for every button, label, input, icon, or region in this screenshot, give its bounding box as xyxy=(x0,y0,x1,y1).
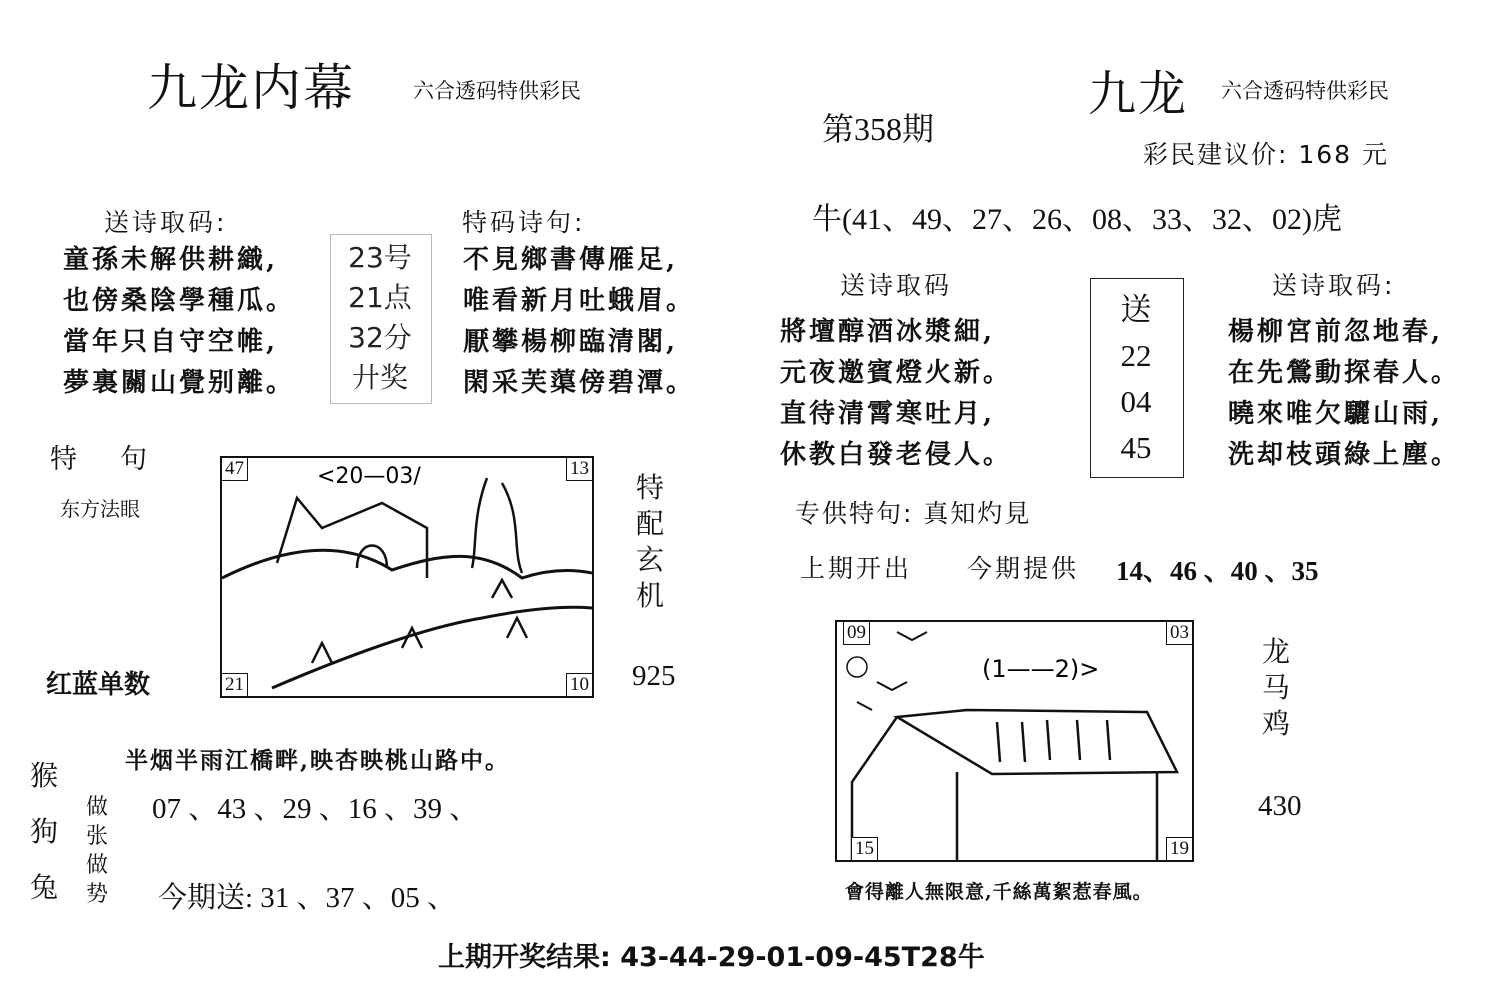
right-side-char: 鸡 xyxy=(1262,707,1291,740)
left-corner-bottom-right: 10 xyxy=(566,673,593,697)
te-ju-label: 特 句 xyxy=(50,444,155,475)
provide-label: 今期提供 xyxy=(967,554,1080,583)
last-issue-label: 上期开出 xyxy=(800,554,913,583)
draw-point: 21点 xyxy=(348,281,412,314)
right-corner-bottom-left: 15 xyxy=(851,837,878,861)
right-poem-right-line: 在先鶯動探春人。 xyxy=(1228,358,1461,388)
left-poem-line: 童孫未解供耕織, xyxy=(63,245,279,275)
left-side-number: 925 xyxy=(632,660,676,692)
send-number: 22 xyxy=(1120,338,1152,373)
left-poem-line: 當年只自守空帷, xyxy=(63,327,279,357)
right-corner-bottom-right: 19 xyxy=(1166,837,1193,861)
side-char: 玄 xyxy=(636,543,665,576)
pose-char: 做 xyxy=(86,795,109,820)
special-poem-line: 厭攀楊柳臨清閣, xyxy=(463,327,679,357)
side-char: 配 xyxy=(636,507,665,540)
right-sketch xyxy=(837,622,1192,860)
issue-number: 第358期 xyxy=(822,111,935,147)
pose-char: 张 xyxy=(86,824,109,849)
pose-char: 做 xyxy=(86,853,109,878)
special-phrase: 专供特句: 真知灼見 xyxy=(795,499,1032,528)
pose-char: 势 xyxy=(86,882,109,907)
special-poem-line: 閑采芙蕖傍碧潭。 xyxy=(463,368,696,398)
right-picture-frame xyxy=(835,620,1194,862)
left-poem xyxy=(63,240,295,404)
special-poem xyxy=(463,240,695,404)
left-send-label: 送诗取码: xyxy=(104,208,228,237)
special-poem-line: 唯看新月吐蛾眉。 xyxy=(463,286,696,316)
draw-prize: 廾奖 xyxy=(351,361,408,394)
left-poem-line: 夢裏關山覺别離。 xyxy=(63,368,296,398)
left-title: 九龙内幕 xyxy=(147,59,355,117)
left-subtitle: 六合透码特供彩民 xyxy=(413,79,581,103)
right-subtitle: 六合透码特供彩民 xyxy=(1221,79,1389,103)
special-poem-line: 不見鄉書傳雁足, xyxy=(463,245,679,275)
pose-vertical xyxy=(86,793,108,909)
right-side-number: 430 xyxy=(1258,790,1302,822)
special-poem-label: 特码诗句: xyxy=(462,208,586,237)
left-corner-bottom-left: 21 xyxy=(221,673,248,697)
send-char: 送 xyxy=(1120,292,1152,328)
right-side-vertical xyxy=(1262,634,1290,742)
right-side-char: 马 xyxy=(1262,671,1291,704)
last-result: 上期开奖结果: 43-44-29-01-09-45T28牛 xyxy=(438,942,985,973)
side-char: 特 xyxy=(636,471,665,504)
numbers-line: 07 、43 、29 、16 、39 、 xyxy=(152,793,479,825)
right-corner-top-right: 03 xyxy=(1166,621,1193,645)
left-picture-frame xyxy=(220,456,594,698)
right-corner-top-left: 09 xyxy=(843,621,870,645)
left-verse: 半烟半雨江橋畔,映杏映桃山路中。 xyxy=(125,747,511,774)
zodiac-char: 猴 xyxy=(30,759,59,792)
right-poem-right-line: 洗却枝頭綠上塵。 xyxy=(1228,440,1461,470)
this-issue-send: 今期送: 31 、37 、05 、 xyxy=(158,882,457,914)
left-sketch xyxy=(222,458,592,696)
right-poem-right-line: 楊柳宮前忽地春, xyxy=(1228,317,1444,347)
right-poem-right-line: 曉來唯欠驪山雨, xyxy=(1228,399,1444,429)
right-title: 九龙 xyxy=(1088,66,1189,122)
left-sketch-text: <20—03/ xyxy=(317,464,421,489)
side-char: 机 xyxy=(636,579,665,612)
te-ju-value: 东方法眼 xyxy=(60,497,140,521)
send-number: 04 xyxy=(1120,384,1152,419)
ox-tiger-numbers: 牛(41、49、27、26、08、33、32、02)虎 xyxy=(812,203,1342,236)
left-corner-top-left: 47 xyxy=(221,457,248,481)
right-poem-left-line: 休教白發老侵人。 xyxy=(780,440,1013,470)
right-poem-left xyxy=(780,312,1012,476)
right-poem-left-line: 直待清霄寒吐月, xyxy=(780,399,996,429)
right-poem-left-line: 將壇醇酒冰漿細, xyxy=(780,317,996,347)
right-send-label-left: 送诗取码 xyxy=(840,271,953,300)
left-poem-line: 也傍桑陰學種瓜。 xyxy=(63,286,296,316)
price: 彩民建议价: 168 元 xyxy=(1143,140,1390,169)
right-caption: 會得離人無限意,千絲萬絮惹春風。 xyxy=(845,881,1153,903)
right-send-label-right: 送诗取码: xyxy=(1272,271,1396,300)
zodiac-vertical xyxy=(30,748,58,916)
left-side-vertical xyxy=(636,470,664,614)
draw-time-list xyxy=(330,238,430,398)
draw-minute: 32分 xyxy=(348,321,412,354)
right-sketch-text: (1——2)> xyxy=(982,655,1100,683)
red-blue-odd: 红蓝单数 xyxy=(46,670,151,700)
zodiac-char: 狗 xyxy=(30,815,59,848)
send-numbers-list xyxy=(1090,287,1182,471)
right-poem-right xyxy=(1228,312,1460,476)
right-side-char: 龙 xyxy=(1262,635,1291,668)
right-poem-left-line: 元夜邀賓燈火新。 xyxy=(780,358,1013,388)
zodiac-char: 兔 xyxy=(30,871,59,904)
provide-numbers: 14、46 、40 、35 xyxy=(1116,556,1319,586)
draw-number: 23号 xyxy=(348,241,412,274)
send-number: 45 xyxy=(1120,430,1152,465)
left-corner-top-right: 13 xyxy=(566,457,593,481)
